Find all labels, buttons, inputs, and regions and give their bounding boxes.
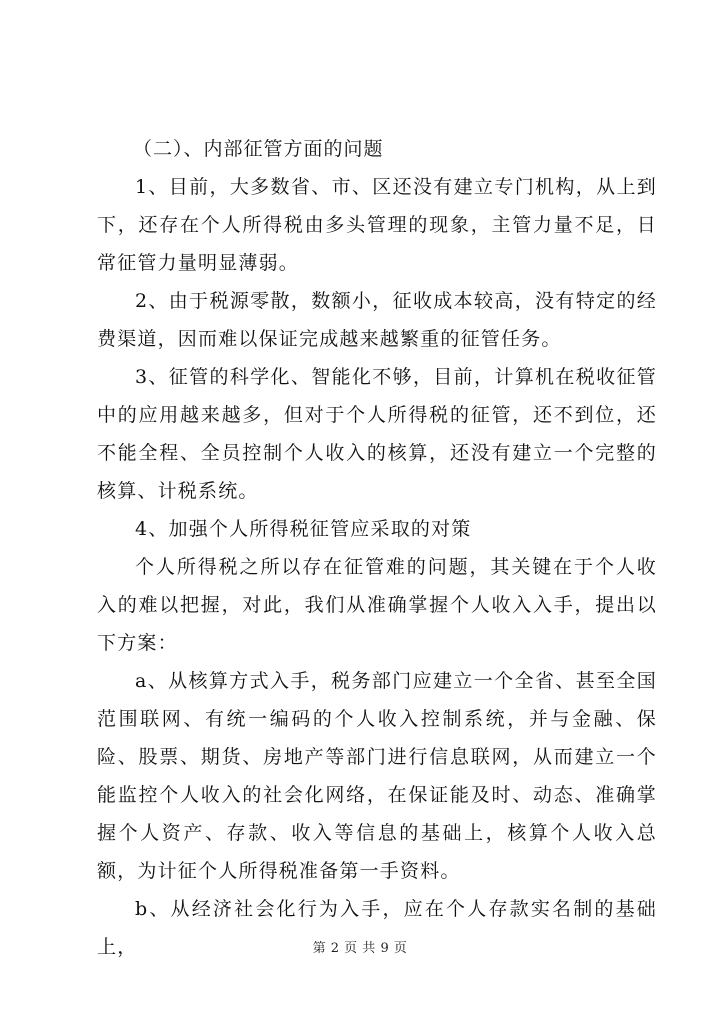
paragraph-5: 个人所得税之所以存在征管难的问题，其关键在于个人收入的难以把握，对此，我们从准确掌握个人收入入手，提出以下方案： — [97, 556, 657, 654]
section-heading: （二）、内部征管方面的问题 — [133, 138, 384, 160]
paragraph-2: 2、由于税源零散，数额小，征收成本较高，没有特定的经费渠道，因而难以保证完成越来越繁重的征管任务。 — [97, 290, 657, 350]
paragraph-4: 4、加强个人所得税征管应采取的对策 — [135, 518, 472, 540]
paragraph-3: 3、征管的科学化、智能化不够，目前，计算机在税收征管中的应用越来越多，但对于个人所得税的征管，还不到位，还不能全程、全员控制个人收入的核算，还没有建立一个完整的核算、计税系统。 — [97, 366, 657, 502]
paragraph-7: b、从经济社会化行为入手，应在个人存款实名制的基础上， — [97, 898, 657, 958]
paragraph-1: 1、目前，大多数省、市、区还没有建立专门机构，从上到下，还存在个人所得税由多头管理的现象，主管力量不足，日常征管力量明显薄弱。 — [97, 176, 657, 274]
page-footer: 第 2 页 共 9 页 — [312, 941, 408, 956]
document-body — [97, 130, 657, 966]
paragraph-6: a、从核算方式入手，税务部门应建立一个全省、甚至全国范围联网、有统一编码的个人收入控制系统，并与金融、保险、股票、期货、房地产等部门进行信息联网，从而建立一个能监控个人收入的社会化网络，在保证能及时、动态、准确掌握个人资产、存款、收入等信息的基础上，核算个人收入总额，为计征个人所得税准备第一手资料。 — [97, 670, 657, 882]
